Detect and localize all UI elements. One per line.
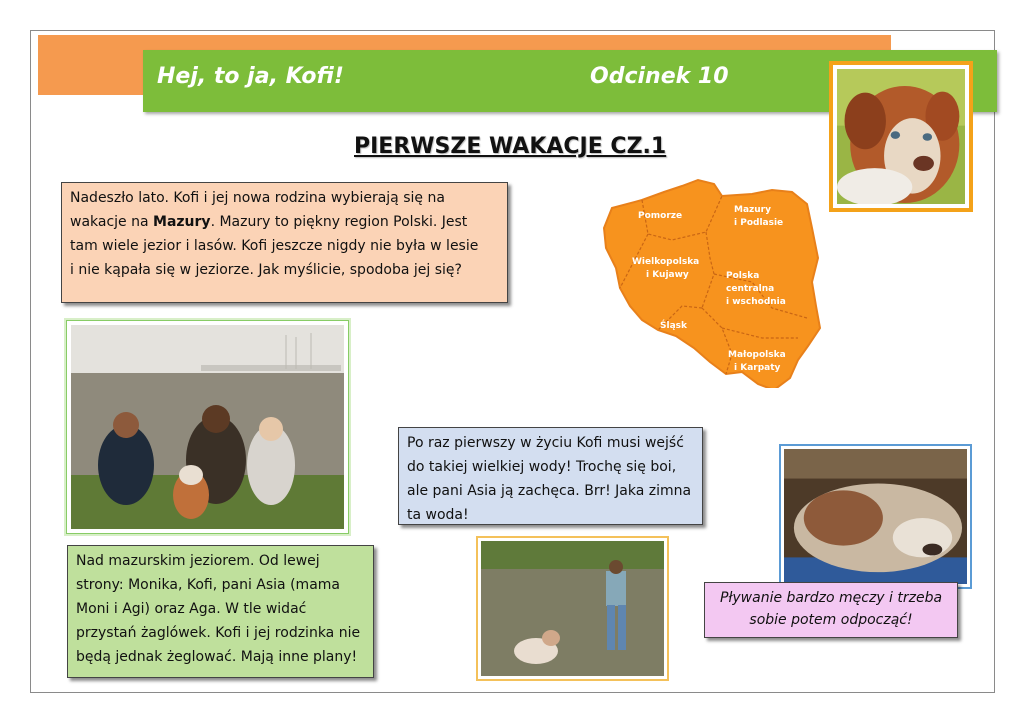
region-pomorze: Pomorze bbox=[638, 211, 683, 221]
lake-line-3: Moni i Agi) oraz Aga. W tle widać bbox=[76, 601, 307, 617]
woman-dog-water-photo bbox=[476, 536, 669, 681]
first-water-textbox bbox=[398, 427, 703, 525]
lake-line-5: będą jednak żeglować. Mają inne plany! bbox=[76, 649, 358, 665]
dog-portrait-photo bbox=[829, 61, 973, 212]
poland-regions-map bbox=[602, 178, 830, 388]
region-slask: Śląsk bbox=[660, 321, 687, 331]
dog-portrait-image bbox=[837, 69, 965, 204]
first-line-1: Po raz pierwszy w życiu Kofi musi wejść bbox=[407, 435, 684, 451]
poland-map-svg bbox=[602, 178, 830, 388]
header-title: Hej, to ja, Kofi! bbox=[157, 64, 344, 89]
sleeping-dog-image bbox=[784, 449, 967, 584]
region-wielkopolska-line2: i Kujawy bbox=[646, 270, 689, 280]
region-mazury-line2: i Podlasie bbox=[734, 218, 784, 228]
first-line-3: ale pani Asia ją zachęca. Brr! Jaka zimna bbox=[407, 483, 692, 499]
intro-textbox bbox=[61, 182, 508, 303]
lake-line-4: przystań żaglówek. Kofi i jej rodzinka nie bbox=[76, 625, 361, 641]
first-line-4: ta woda! bbox=[407, 507, 469, 523]
intro-line-1: Nadeszło lato. Kofi i jej nowa rodzina wybierają się na bbox=[70, 190, 445, 206]
lake-line-1: Nad mazurskim jeziorem. Od lewej bbox=[76, 553, 320, 569]
woman-dog-water-image bbox=[481, 541, 664, 676]
intro-line-3: tam wiele jezior i lasów. Kofi jeszcze nigdy nie była w lesie bbox=[70, 238, 479, 254]
region-polska-line2: centralna bbox=[726, 284, 775, 294]
region-mazury-line1: Mazury bbox=[734, 205, 771, 215]
sleeping-dog-photo bbox=[779, 444, 972, 589]
intro-line-2-end: . Mazury to piękny region Polski. Jest bbox=[210, 214, 468, 230]
lake-line-2: strony: Monika, Kofi, pani Asia (mama bbox=[76, 577, 340, 593]
intro-mazury-bold: Mazury bbox=[153, 214, 211, 230]
swim-textbox bbox=[704, 582, 958, 638]
swim-line-2: sobie potem odpocząć! bbox=[749, 612, 913, 628]
region-malopolska-line2: i Karpaty bbox=[734, 363, 781, 373]
region-malopolska-line1: Małopolska bbox=[728, 350, 786, 360]
region-wielkopolska-line1: Wielkopolska bbox=[632, 257, 700, 267]
intro-line-2 bbox=[70, 210, 499, 234]
intro-line-4: i nie kąpała się w jeziorze. Jak myślicie, spodoba jej się? bbox=[70, 262, 462, 278]
swim-line-1: Pływanie bardzo męczy i trzeba bbox=[719, 590, 943, 606]
lake-group-photo bbox=[66, 320, 349, 534]
region-polska-line1: Polska bbox=[726, 271, 760, 281]
header-episode: Odcinek 10 bbox=[590, 64, 729, 89]
lake-caption-textbox bbox=[67, 545, 374, 678]
poland-outline bbox=[604, 180, 820, 388]
first-line-2: do takiej wielkiej wody! Trochę się boi, bbox=[407, 459, 677, 475]
lake-group-image bbox=[71, 325, 344, 529]
region-polska-line3: i wschodnia bbox=[726, 297, 786, 307]
main-title: PIERWSZE WAKACJE CZ.1 bbox=[354, 134, 667, 159]
intro-line-2-start: wakacje na bbox=[70, 214, 154, 230]
